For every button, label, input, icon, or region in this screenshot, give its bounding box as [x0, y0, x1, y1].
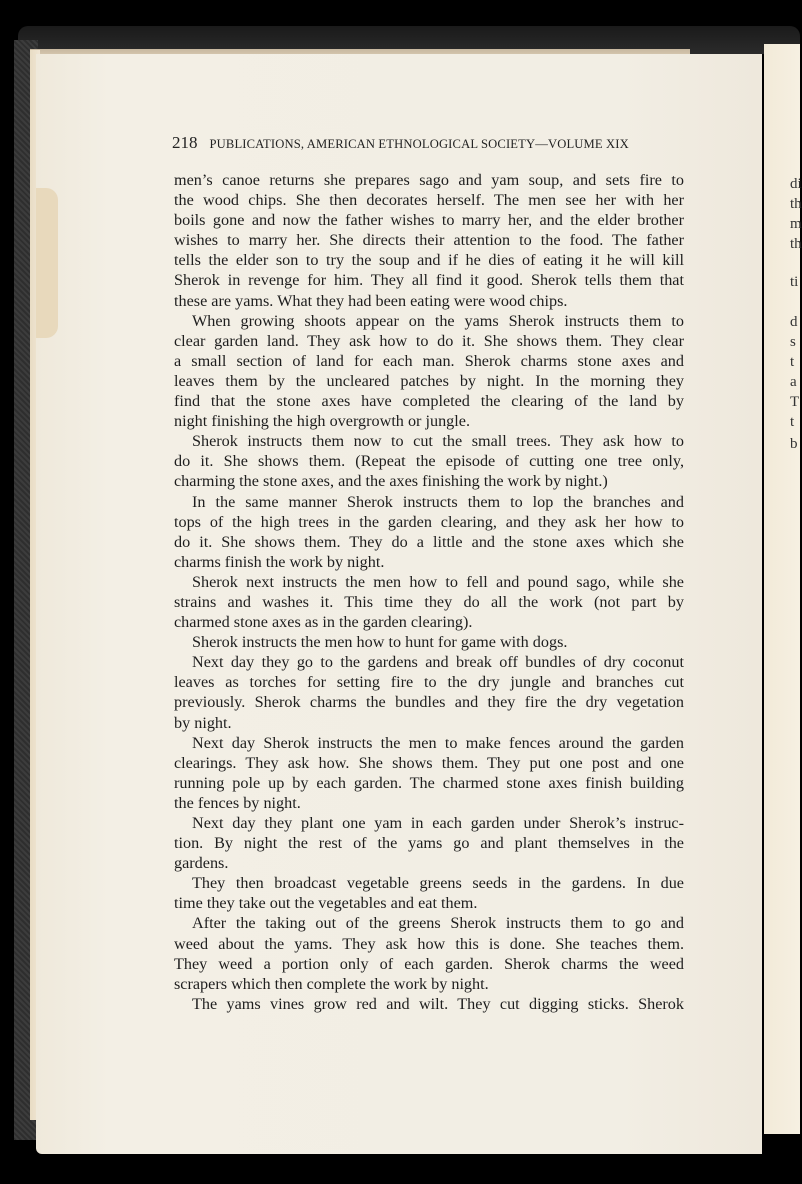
facing-page-fragment: ti — [790, 274, 799, 290]
running-head-title: PUBLICATIONS, AMERICAN ETHNOLOGICAL SOCIETY—VOLUME XIX — [209, 137, 629, 151]
text-line: leaves them by the uncleared patches by night. In the morning they — [174, 371, 684, 390]
text-line: clearings. They ask how. She shows them. They put one post and one — [174, 753, 684, 772]
text-line: gardens. — [174, 854, 229, 873]
text-line: Sherok next instructs the men how to fell and pound sago, while she — [192, 572, 684, 591]
text-line: the wood chips. She then decorates herself. The men see her with her — [174, 191, 684, 210]
text-line: Next day Sherok instructs the men to make fences around the garden — [192, 733, 684, 752]
text-line: tion. By night the rest of the yams go and plant themselves in the — [174, 834, 684, 853]
text-line: running pole up by each garden. The charmed stone axes finish building — [174, 773, 684, 792]
page-stain — [36, 188, 58, 338]
text-line: They then broadcast vegetable greens seeds in the gardens. In due — [192, 874, 684, 893]
facing-page-fragment: a — [790, 374, 797, 390]
text-line: After the taking out of the greens Sherok instructs them to go and — [192, 914, 684, 933]
facing-page — [764, 44, 800, 1134]
text-line: Sherok in revenge for him. They all find it good. Sherok tells them that — [174, 271, 684, 290]
text-line: night finishing the high overgrowth or jungle. — [174, 412, 470, 431]
text-line: charming the stone axes, and the axes finishing the work by night.) — [174, 472, 608, 491]
facing-page-fragment: m — [790, 216, 802, 232]
text-line: clear garden land. They ask how to do it. She shows them. They clear — [174, 331, 684, 350]
running-header — [172, 133, 702, 155]
text-line: Next day they plant one yam in each garden under Sherok’s instruc- — [192, 814, 684, 832]
text-line: charms finish the work by night. — [174, 552, 385, 571]
text-line: When growing shoots appear on the yams Sherok instructs them to — [192, 311, 684, 330]
text-line: by night. — [174, 713, 232, 732]
text-line: boils gone and now the father wishes to marry her, and the elder brother — [174, 211, 684, 230]
text-line: do it. She shows them. They do a little and the stone axes which she — [174, 532, 684, 551]
text-line: these are yams. What they had been eating were wood chips. — [174, 291, 568, 310]
text-line: scrapers which then complete the work by night. — [174, 974, 489, 993]
text-line: the fences by night. — [174, 793, 301, 812]
facing-page-fragment: t — [790, 414, 795, 430]
facing-page-fragment: th — [790, 236, 802, 252]
text-line: find that the stone axes have completed the clearing of the land by — [174, 392, 684, 411]
text-line: time they take out the vegetables and eat them. — [174, 894, 478, 913]
text-line: charmed stone axes as in the garden clearing). — [174, 613, 473, 632]
page-number: 218 — [172, 133, 198, 152]
facing-page-fragment: di — [790, 176, 802, 192]
text-line: wishes to marry her. She directs their attention to the food. The father — [174, 231, 684, 250]
text-line: The yams vines grow red and wilt. They cut digging sticks. Sherok — [192, 994, 684, 1013]
text-line: men’s canoe returns she prepares sago and yam soup, and sets fire to — [174, 171, 684, 189]
text-line: Sherok instructs them now to cut the small trees. They ask how to — [192, 432, 684, 451]
facing-page-fragment: t — [790, 354, 795, 370]
text-line: Sherok instructs the men how to hunt for game with dogs. — [192, 633, 568, 652]
facing-page-fragment: s — [790, 334, 796, 350]
text-line: They weed a portion only of each garden. Sherok charms the weed — [174, 954, 684, 973]
text-line: Next day they go to the gardens and break off bundles of dry coconut — [192, 653, 684, 672]
text-line: tells the elder son to try the soup and if he dies of eating it he will kill — [174, 251, 684, 270]
text-line: leaves as torches for setting fire to the dry jungle and branches cut — [174, 673, 684, 692]
body-text — [174, 170, 684, 1014]
text-line: In the same manner Sherok instructs them to lop the branches and — [192, 492, 684, 511]
facing-page-fragment: b — [790, 436, 798, 452]
text-line: previously. Sherok charms the bundles and they fire the dry vegetation — [174, 693, 684, 712]
text-line: strains and washes it. This time they do all the work (not part by — [174, 592, 684, 611]
facing-page-fragment: d — [790, 314, 798, 330]
text-line: tops of the high trees in the garden clearing, and they ask her how to — [174, 512, 684, 531]
text-line: a small section of land for each man. Sherok charms stone axes and — [174, 351, 684, 370]
text-line: weed about the yams. They ask how this is done. She teaches them. — [174, 934, 684, 953]
facing-page-fragment: T — [790, 394, 800, 410]
facing-page-fragment: th — [790, 196, 802, 212]
text-line: do it. She shows them. (Repeat the episode of cutting one tree only, — [174, 452, 684, 471]
